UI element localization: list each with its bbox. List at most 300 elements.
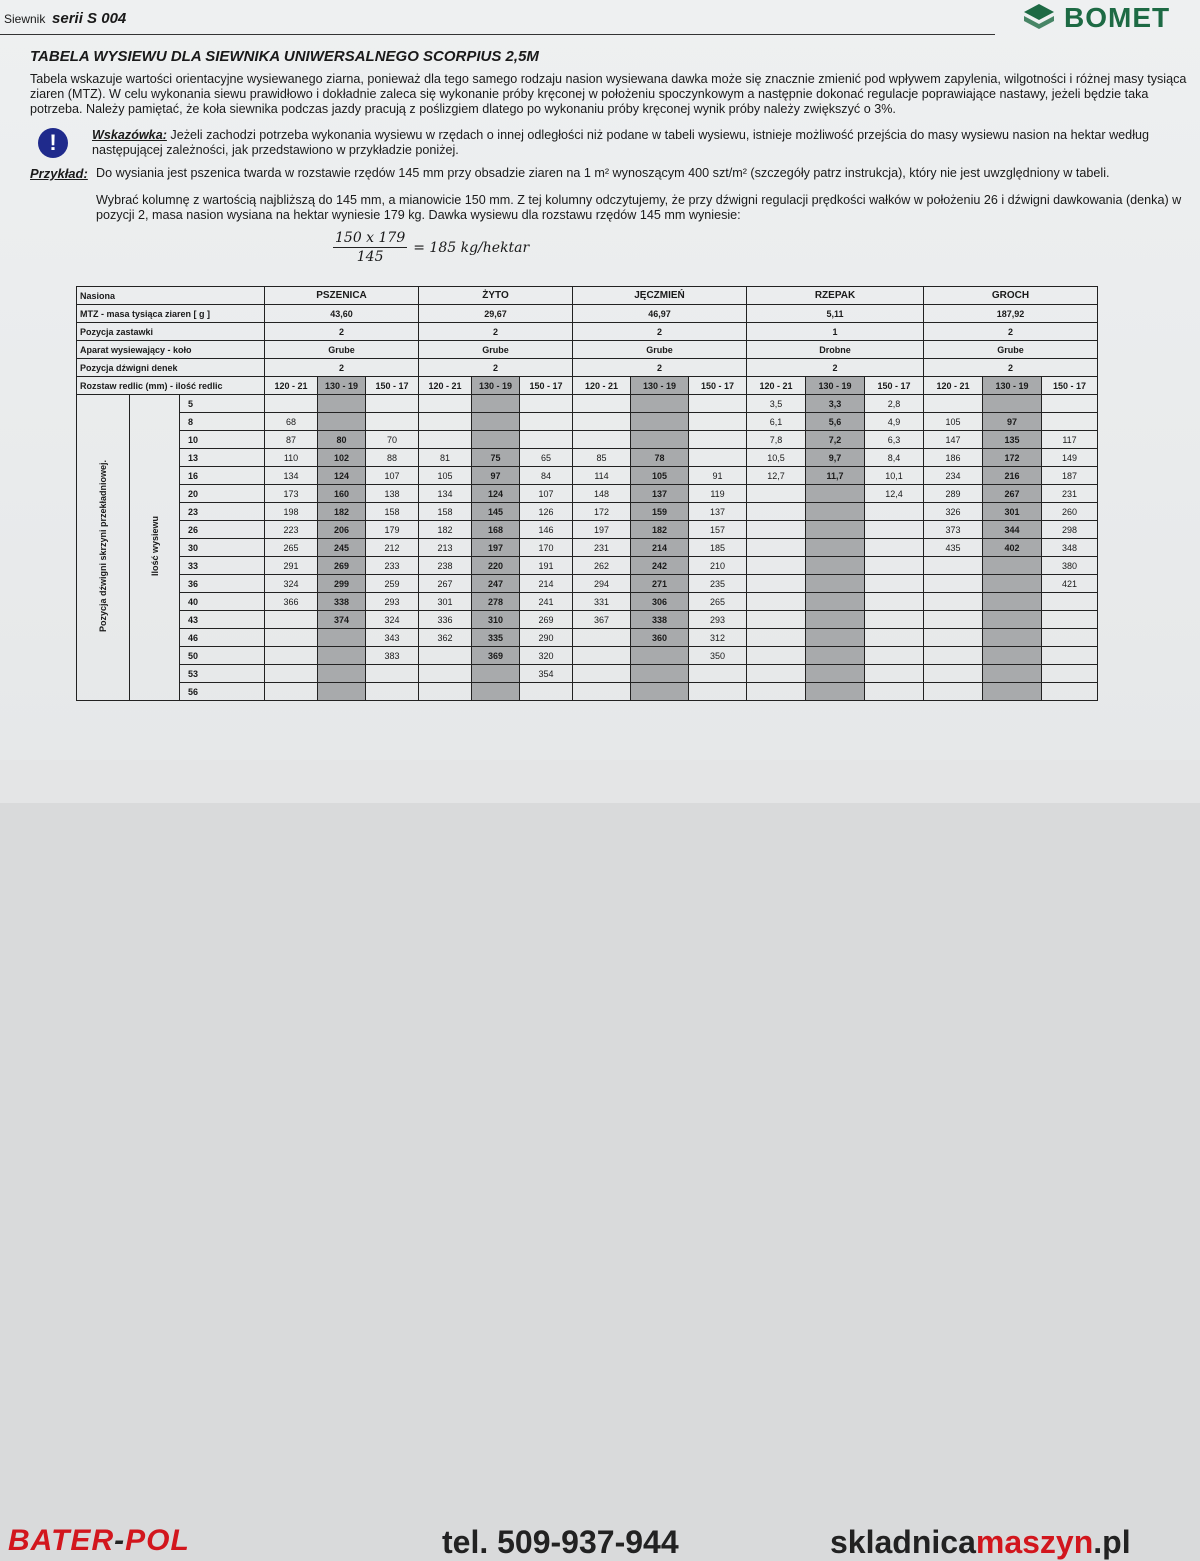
rate-cell bbox=[924, 647, 983, 665]
rate-cell bbox=[806, 521, 865, 539]
table-row bbox=[77, 539, 1098, 557]
crop-lever-cell: 2 bbox=[265, 359, 419, 377]
rate-cell bbox=[983, 629, 1042, 647]
rate-cell: 310 bbox=[472, 611, 520, 629]
crop-mtz-cell: 29,67 bbox=[419, 305, 573, 323]
rate-cell: 70 bbox=[366, 431, 419, 449]
gear-position-value: 40 bbox=[180, 593, 265, 611]
rate-cell bbox=[747, 503, 806, 521]
table-info-row bbox=[77, 323, 1098, 341]
rate-cell bbox=[865, 665, 924, 683]
rate-cell bbox=[865, 647, 924, 665]
rate-cell bbox=[865, 683, 924, 701]
rate-cell: 223 bbox=[265, 521, 318, 539]
rate-cell: 231 bbox=[573, 539, 631, 557]
footer-banner bbox=[0, 760, 1200, 1560]
rate-cell bbox=[747, 593, 806, 611]
rate-cell: 278 bbox=[472, 593, 520, 611]
rate-cell: 324 bbox=[366, 611, 419, 629]
rate-cell bbox=[924, 557, 983, 575]
rate-cell bbox=[472, 665, 520, 683]
rate-cell bbox=[265, 395, 318, 413]
table-row bbox=[77, 395, 1098, 413]
table-row bbox=[77, 503, 1098, 521]
table-row bbox=[77, 485, 1098, 503]
rate-cell: 145 bbox=[472, 503, 520, 521]
rate-cell: 289 bbox=[924, 485, 983, 503]
rate-cell bbox=[265, 647, 318, 665]
rate-cell: 80 bbox=[318, 431, 366, 449]
gear-position-value: 56 bbox=[180, 683, 265, 701]
rate-cell: 299 bbox=[318, 575, 366, 593]
rate-cell: 182 bbox=[318, 503, 366, 521]
rate-cell bbox=[1042, 683, 1098, 701]
crop-lever-cell: 2 bbox=[573, 359, 747, 377]
rate-cell bbox=[318, 413, 366, 431]
hint-paragraph bbox=[92, 128, 1182, 158]
gear-position-value: 36 bbox=[180, 575, 265, 593]
rate-cell: 324 bbox=[265, 575, 318, 593]
spacing-header: 150 - 17 bbox=[1042, 377, 1098, 395]
rate-cell: 210 bbox=[689, 557, 747, 575]
rate-cell bbox=[419, 413, 472, 431]
spacing-header: 120 - 21 bbox=[573, 377, 631, 395]
table-row bbox=[77, 665, 1098, 683]
gear-position-value: 30 bbox=[180, 539, 265, 557]
rate-cell: 105 bbox=[924, 413, 983, 431]
rate-cell bbox=[520, 431, 573, 449]
rate-cell: 179 bbox=[366, 521, 419, 539]
rate-cell bbox=[1042, 395, 1098, 413]
rate-cell: 265 bbox=[689, 593, 747, 611]
gear-position-value: 53 bbox=[180, 665, 265, 683]
rate-cell bbox=[419, 395, 472, 413]
formula-numerator: 150 x 179 bbox=[335, 230, 406, 246]
rate-cell: 88 bbox=[366, 449, 419, 467]
spacing-header: 150 - 17 bbox=[689, 377, 747, 395]
rate-cell bbox=[747, 521, 806, 539]
crop-mtz-cell: 5,11 bbox=[747, 305, 924, 323]
rate-cell: 421 bbox=[1042, 575, 1098, 593]
rate-cell: 362 bbox=[419, 629, 472, 647]
rate-cell: 301 bbox=[419, 593, 472, 611]
rate-cell: 160 bbox=[318, 485, 366, 503]
rate-cell: 197 bbox=[573, 521, 631, 539]
rate-cell: 134 bbox=[265, 467, 318, 485]
rate-cell: 235 bbox=[689, 575, 747, 593]
spacing-header: 150 - 17 bbox=[865, 377, 924, 395]
rate-cell: 245 bbox=[318, 539, 366, 557]
exclamation-icon: ! bbox=[38, 128, 68, 158]
rate-cell bbox=[747, 647, 806, 665]
rate-cell bbox=[520, 395, 573, 413]
spacing-header: 120 - 21 bbox=[924, 377, 983, 395]
row-label: Pozycja dźwigni denek bbox=[77, 359, 265, 377]
rate-cell: 137 bbox=[631, 485, 689, 503]
series-label: Siewnik serii S 004 bbox=[4, 10, 127, 27]
table-info-row bbox=[77, 287, 1098, 305]
crop-mtz-cell: 187,92 bbox=[924, 305, 1098, 323]
rate-cell: 269 bbox=[520, 611, 573, 629]
row-label: Pozycja zastawki bbox=[77, 323, 265, 341]
rate-cell: 380 bbox=[1042, 557, 1098, 575]
rate-cell bbox=[472, 683, 520, 701]
spacing-header: 130 - 19 bbox=[806, 377, 865, 395]
rate-cell bbox=[865, 575, 924, 593]
rate-cell: 212 bbox=[366, 539, 419, 557]
spacing-header: 130 - 19 bbox=[318, 377, 366, 395]
rate-cell bbox=[520, 413, 573, 431]
gear-position-value: 33 bbox=[180, 557, 265, 575]
rate-cell bbox=[573, 647, 631, 665]
crop-name-cell: ŻYTO bbox=[419, 287, 573, 305]
gear-position-value: 46 bbox=[180, 629, 265, 647]
rate-cell: 105 bbox=[631, 467, 689, 485]
rate-cell: 206 bbox=[318, 521, 366, 539]
rate-cell bbox=[1042, 665, 1098, 683]
rate-cell bbox=[1042, 647, 1098, 665]
table-row bbox=[77, 467, 1098, 485]
rate-cell: 68 bbox=[265, 413, 318, 431]
seeding-table bbox=[76, 286, 1098, 701]
crop-wheel-cell: Grube bbox=[419, 341, 573, 359]
formula-denominator: 145 bbox=[356, 249, 384, 265]
rate-cell bbox=[631, 413, 689, 431]
rate-cell bbox=[265, 665, 318, 683]
rate-cell: 147 bbox=[924, 431, 983, 449]
spacing-header: 120 - 21 bbox=[747, 377, 806, 395]
spacing-header: 130 - 19 bbox=[631, 377, 689, 395]
rate-cell bbox=[924, 575, 983, 593]
spacing-header: 120 - 21 bbox=[265, 377, 318, 395]
rate-cell: 149 bbox=[1042, 449, 1098, 467]
rate-cell: 8,4 bbox=[865, 449, 924, 467]
rate-cell bbox=[265, 611, 318, 629]
rate-cell: 348 bbox=[1042, 539, 1098, 557]
rate-cell: 9,7 bbox=[806, 449, 865, 467]
rate-cell: 117 bbox=[1042, 431, 1098, 449]
rate-cell: 107 bbox=[366, 467, 419, 485]
rate-cell: 158 bbox=[419, 503, 472, 521]
brand-name: BOMET bbox=[1064, 2, 1171, 33]
rate-cell: 185 bbox=[689, 539, 747, 557]
hint-text: Jeżeli zachodzi potrzeba wykonania wysiewu w rzędach o innej odległości niż podane w tabeli wysiewu, istnieje możliwość przejścia do masy wysiewu nasion na hektar według następującej zależności, jak przedstawiono w przykładzie poniżej. bbox=[92, 128, 1149, 157]
gear-position-text: Pozycja dźwigni skrzyni przekładniowej. bbox=[98, 460, 108, 633]
rate-cell: 7,2 bbox=[806, 431, 865, 449]
seed-amount-label bbox=[130, 395, 180, 701]
rate-cell: 191 bbox=[520, 557, 573, 575]
example-text-1: Do wysiania jest pszenica twarda w rozstawie rzędów 145 mm przy obsadzie ziaren na 1 m² wynoszącym 400 szt/m² (szczegóły patrz instrukcja), który nie jest uwzględniony w tabeli. bbox=[96, 166, 1110, 180]
gear-position-value: 5 bbox=[180, 395, 265, 413]
row-label: Aparat wysiewający - koło bbox=[77, 341, 265, 359]
table-row bbox=[77, 557, 1098, 575]
crop-gate-cell: 2 bbox=[265, 323, 419, 341]
rate-cell: 269 bbox=[318, 557, 366, 575]
rate-cell bbox=[1042, 593, 1098, 611]
rate-cell: 12,4 bbox=[865, 485, 924, 503]
rate-cell bbox=[983, 395, 1042, 413]
rate-cell bbox=[631, 431, 689, 449]
rate-cell: 6,1 bbox=[747, 413, 806, 431]
row-label: Nasiona bbox=[77, 287, 265, 305]
rate-cell bbox=[631, 647, 689, 665]
rate-cell: 148 bbox=[573, 485, 631, 503]
rate-cell: 138 bbox=[366, 485, 419, 503]
rate-cell bbox=[806, 539, 865, 557]
rate-cell: 326 bbox=[924, 503, 983, 521]
website-url: skladnicamaszyn.pl bbox=[830, 1524, 1131, 1560]
rate-cell: 97 bbox=[983, 413, 1042, 431]
rate-cell: 331 bbox=[573, 593, 631, 611]
bomet-logo-icon bbox=[1022, 3, 1056, 33]
rate-cell: 3,5 bbox=[747, 395, 806, 413]
rate-cell: 172 bbox=[573, 503, 631, 521]
crop-lever-cell: 2 bbox=[419, 359, 573, 377]
gear-position-value: 23 bbox=[180, 503, 265, 521]
rate-cell: 383 bbox=[366, 647, 419, 665]
table-row bbox=[77, 575, 1098, 593]
rate-cell: 3,3 bbox=[806, 395, 865, 413]
rate-cell: 87 bbox=[265, 431, 318, 449]
rate-cell: 65 bbox=[520, 449, 573, 467]
rate-cell bbox=[806, 575, 865, 593]
rate-cell: 97 bbox=[472, 467, 520, 485]
crop-name-cell: JĘCZMIEŃ bbox=[573, 287, 747, 305]
rate-cell bbox=[747, 629, 806, 647]
rate-cell bbox=[1042, 413, 1098, 431]
rate-cell: 231 bbox=[1042, 485, 1098, 503]
rate-cell bbox=[865, 557, 924, 575]
rate-cell bbox=[689, 449, 747, 467]
rate-cell bbox=[865, 539, 924, 557]
gear-position-value: 8 bbox=[180, 413, 265, 431]
rate-cell: 158 bbox=[366, 503, 419, 521]
rate-cell: 105 bbox=[419, 467, 472, 485]
rate-cell: 124 bbox=[472, 485, 520, 503]
spacing-header: 130 - 19 bbox=[472, 377, 520, 395]
rate-cell: 344 bbox=[983, 521, 1042, 539]
rate-cell bbox=[747, 683, 806, 701]
rate-cell bbox=[924, 593, 983, 611]
rate-cell: 5,6 bbox=[806, 413, 865, 431]
rate-cell bbox=[419, 683, 472, 701]
crop-wheel-cell: Grube bbox=[265, 341, 419, 359]
formula-result: = 185 kg/hektar bbox=[413, 239, 530, 256]
rate-cell: 241 bbox=[520, 593, 573, 611]
rate-cell: 267 bbox=[419, 575, 472, 593]
crop-wheel-cell: Drobne bbox=[747, 341, 924, 359]
rate-cell bbox=[747, 575, 806, 593]
rate-cell: 373 bbox=[924, 521, 983, 539]
crop-gate-cell: 2 bbox=[924, 323, 1098, 341]
intro-paragraph: Tabela wskazuje wartości orientacyjne wysiewanego ziarna, ponieważ dla tego samego rodzaju nasion wysiewana dawka może się znacznie zmienić pod wpływem zapylenia, wilgotności i różnej masy tysiąca ziaren (MTZ). W celu wykonania siewu prawidłowo i dokładnie zaleca się wykonanie próby kręconej w położeniu spoczynkowym a następnie dokonać regulacje poprawiające nastawy, jeżeli będzie taka potrzeba. Należy pamiętać, że koła siewnika podczas jazdy pracują z poślizgiem dlatego po wykonaniu próby kręconej wynik próby należy zwiększyć o 3%. bbox=[30, 72, 1187, 116]
rate-cell: 6,3 bbox=[865, 431, 924, 449]
rate-cell: 168 bbox=[472, 521, 520, 539]
header-rule bbox=[0, 34, 995, 35]
rate-cell bbox=[865, 629, 924, 647]
rate-cell bbox=[631, 683, 689, 701]
rate-cell bbox=[366, 665, 419, 683]
rate-cell: 170 bbox=[520, 539, 573, 557]
rate-cell: 213 bbox=[419, 539, 472, 557]
rate-cell: 238 bbox=[419, 557, 472, 575]
rate-cell: 369 bbox=[472, 647, 520, 665]
rate-cell: 12,7 bbox=[747, 467, 806, 485]
rate-cell bbox=[865, 611, 924, 629]
rate-cell: 124 bbox=[318, 467, 366, 485]
rate-cell bbox=[573, 395, 631, 413]
gear-position-value: 43 bbox=[180, 611, 265, 629]
rate-cell bbox=[924, 611, 983, 629]
gear-position-value: 26 bbox=[180, 521, 265, 539]
rate-cell bbox=[472, 431, 520, 449]
gear-position-value: 20 bbox=[180, 485, 265, 503]
rate-cell bbox=[573, 629, 631, 647]
rate-cell: 157 bbox=[689, 521, 747, 539]
rate-cell bbox=[747, 485, 806, 503]
rate-cell bbox=[689, 683, 747, 701]
gear-position-value: 50 bbox=[180, 647, 265, 665]
rate-cell: 435 bbox=[924, 539, 983, 557]
table-row bbox=[77, 521, 1098, 539]
rate-cell: 360 bbox=[631, 629, 689, 647]
rate-cell: 126 bbox=[520, 503, 573, 521]
rate-cell: 186 bbox=[924, 449, 983, 467]
rate-cell: 197 bbox=[472, 539, 520, 557]
rate-cell bbox=[806, 593, 865, 611]
rate-cell: 91 bbox=[689, 467, 747, 485]
rate-cell: 107 bbox=[520, 485, 573, 503]
spacing-header: 150 - 17 bbox=[366, 377, 419, 395]
rate-cell bbox=[747, 557, 806, 575]
rate-cell: 374 bbox=[318, 611, 366, 629]
rate-cell: 320 bbox=[520, 647, 573, 665]
rate-cell bbox=[689, 431, 747, 449]
rate-cell bbox=[983, 557, 1042, 575]
rate-cell: 343 bbox=[366, 629, 419, 647]
rate-cell bbox=[520, 683, 573, 701]
crop-lever-cell: 2 bbox=[924, 359, 1098, 377]
rate-cell: 146 bbox=[520, 521, 573, 539]
rate-cell: 336 bbox=[419, 611, 472, 629]
rate-cell: 216 bbox=[983, 467, 1042, 485]
rate-cell bbox=[689, 665, 747, 683]
rate-cell bbox=[924, 683, 983, 701]
rate-cell: 84 bbox=[520, 467, 573, 485]
rate-cell: 220 bbox=[472, 557, 520, 575]
brand-logo bbox=[1022, 2, 1170, 34]
rate-cell: 102 bbox=[318, 449, 366, 467]
rate-cell: 306 bbox=[631, 593, 689, 611]
rate-cell: 301 bbox=[983, 503, 1042, 521]
rate-cell: 119 bbox=[689, 485, 747, 503]
rate-cell bbox=[366, 413, 419, 431]
rate-cell bbox=[366, 683, 419, 701]
rate-cell bbox=[983, 683, 1042, 701]
rate-cell: 85 bbox=[573, 449, 631, 467]
table-row bbox=[77, 647, 1098, 665]
rate-cell bbox=[924, 395, 983, 413]
rate-cell: 214 bbox=[631, 539, 689, 557]
rate-cell: 293 bbox=[689, 611, 747, 629]
rate-cell: 293 bbox=[366, 593, 419, 611]
rate-cell bbox=[419, 665, 472, 683]
gear-position-value: 13 bbox=[180, 449, 265, 467]
rate-cell: 137 bbox=[689, 503, 747, 521]
rate-cell: 198 bbox=[265, 503, 318, 521]
rate-cell: 81 bbox=[419, 449, 472, 467]
crop-wheel-cell: Grube bbox=[924, 341, 1098, 359]
rate-cell bbox=[747, 539, 806, 557]
rate-cell: 312 bbox=[689, 629, 747, 647]
rate-cell bbox=[265, 683, 318, 701]
rate-cell bbox=[689, 395, 747, 413]
row-label: Rozstaw redlic (mm) - ilość redlic bbox=[77, 377, 265, 395]
page-title: TABELA WYSIEWU DLA SIEWNIKA UNIWERSALNEGO SCORPIUS 2,5M bbox=[30, 48, 539, 65]
row-label: MTZ - masa tysiąca ziaren [ g ] bbox=[77, 305, 265, 323]
rate-cell bbox=[631, 395, 689, 413]
rate-cell: 259 bbox=[366, 575, 419, 593]
rate-cell bbox=[747, 611, 806, 629]
rate-cell bbox=[366, 395, 419, 413]
rate-cell: 75 bbox=[472, 449, 520, 467]
rate-cell: 182 bbox=[419, 521, 472, 539]
table-info-row bbox=[77, 305, 1098, 323]
crop-gate-cell: 2 bbox=[573, 323, 747, 341]
crop-name-cell: RZEPAK bbox=[747, 287, 924, 305]
rate-cell: 350 bbox=[689, 647, 747, 665]
rate-cell: 260 bbox=[1042, 503, 1098, 521]
rate-cell bbox=[806, 647, 865, 665]
rate-cell bbox=[865, 593, 924, 611]
rate-cell: 187 bbox=[1042, 467, 1098, 485]
crop-name-cell: GROCH bbox=[924, 287, 1098, 305]
rate-cell bbox=[318, 395, 366, 413]
rate-cell: 135 bbox=[983, 431, 1042, 449]
rate-cell bbox=[573, 413, 631, 431]
rate-cell bbox=[983, 575, 1042, 593]
crop-lever-cell: 2 bbox=[747, 359, 924, 377]
rate-cell bbox=[419, 647, 472, 665]
gear-position-label bbox=[77, 395, 130, 701]
crop-gate-cell: 2 bbox=[419, 323, 573, 341]
gear-position-value: 10 bbox=[180, 431, 265, 449]
rate-cell bbox=[806, 611, 865, 629]
rate-cell bbox=[806, 557, 865, 575]
rate-cell bbox=[983, 611, 1042, 629]
baterpol-logo: BATER-POL bbox=[8, 1524, 190, 1557]
rate-cell: 7,8 bbox=[747, 431, 806, 449]
crop-mtz-cell: 46,97 bbox=[573, 305, 747, 323]
rate-cell: 173 bbox=[265, 485, 318, 503]
rate-cell: 242 bbox=[631, 557, 689, 575]
hint-label: Wskazówka: bbox=[92, 128, 167, 142]
table-row bbox=[77, 413, 1098, 431]
rate-cell: 110 bbox=[265, 449, 318, 467]
formula bbox=[333, 230, 529, 265]
rate-cell: 78 bbox=[631, 449, 689, 467]
rate-cell: 2,8 bbox=[865, 395, 924, 413]
rate-cell bbox=[806, 683, 865, 701]
table-row bbox=[77, 431, 1098, 449]
table-info-row bbox=[77, 341, 1098, 359]
seed-amount-text: Ilość wysiewu bbox=[149, 516, 160, 577]
crop-name-cell: PSZENICA bbox=[265, 287, 419, 305]
rate-cell: 338 bbox=[631, 611, 689, 629]
rate-cell bbox=[1042, 611, 1098, 629]
rate-cell bbox=[318, 629, 366, 647]
rate-cell: 366 bbox=[265, 593, 318, 611]
